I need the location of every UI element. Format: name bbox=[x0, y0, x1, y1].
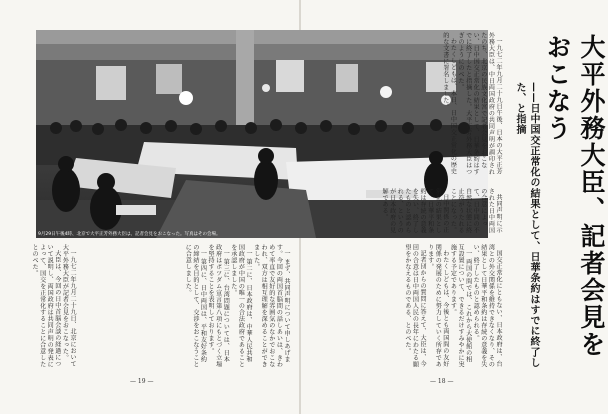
paragraph: 日中関係の正常化の結果として、日華平和条約は存続の意義を失い、終了したものと認められる、というのが日本政府の見解である。 bbox=[381, 188, 449, 234]
photo-caption: 9月29日午後4時、北京で大平正芳外務大臣は、記者会見をおこなった。写真はその会場。 bbox=[38, 232, 221, 237]
paragraph: 一 第四に、日中両国は、平和友好条約の締結を目的として、交渉をおこなうことに合意しました。 bbox=[184, 244, 207, 368]
paragraph: 一 両国の間では、これから大使館の相互設置について、できるだけすみやかに実施する予定であります。 bbox=[449, 244, 472, 368]
paragraph: わたくしどもは、今後とも両国間の友好関係の発展のために努力していく所存であります。 bbox=[426, 244, 449, 368]
article-headline: 大平外務大臣、記者会見をおこなう bbox=[543, 34, 606, 358]
paragraph: 一 第三に、台湾問題については、日本政府はポツダム宣言第八項にもとづく立場を堅持することを表明しております。 bbox=[207, 244, 230, 368]
paragraph: 一九七二年九月二十九日、北京において大平外務大臣が記者会見をおこなった。 bbox=[61, 244, 76, 368]
paragraph: 国交正常化にともない、日本政府は、台湾との外交関係を維持できなくなり、その結果として日華平和条約は存続の意義を失い、終了したものと認められる。 bbox=[472, 244, 502, 368]
page-number-right: — 18 — bbox=[430, 378, 454, 385]
body-text-photo-right bbox=[440, 32, 502, 178]
paragraph: 大臣は、今回の日中首脳会談の経過について説明し、両国政府は共同声明の発表によって、国交を正常化することに合意したとのべた。 bbox=[31, 244, 61, 368]
paragraph: わたくしどもは、本日、日中国交正常化の歴史的な文書に署名しました。 bbox=[441, 32, 457, 175]
paragraph: 一 第二に、日本政府は、中華人民共和国政府が中国の唯一の合法政府であることを承認しました。 bbox=[229, 244, 253, 368]
paragraph: 共同声明に示された日中両国の合意によって、日中間の不自然な状態に終止符がうたれることになった。 bbox=[449, 188, 502, 234]
paragraph: 一九七二年九月二十九日午後、日本の大平正芳外務大臣は、中日両国政府の共同声明が調印されたのち、北京の民族文化宮で記者会見をおこない、日中国交正常化の結果として、日華条約はすでに終了したと指摘した。大平正芳外務大臣はつぎのようにのべた。 bbox=[457, 32, 502, 175]
body-text-right-bottom bbox=[310, 244, 502, 368]
page-number-left: — 19 — bbox=[130, 378, 154, 385]
body-text-left-bottom bbox=[82, 244, 290, 368]
paragraph: 記者団からの質問に答えて、大臣は、今回の合意は日中両国人民の長年にわたる願望をかなえるものである、とのべた。 bbox=[403, 244, 427, 368]
body-text-right-column bbox=[381, 188, 502, 238]
body-text-left-top bbox=[31, 244, 76, 368]
article-subheadline: ——日中国交正常化の結果として、日華条約はすでに終了した、と指摘 bbox=[514, 82, 539, 369]
paragraph: 一 まず、共同声明について申しあげます。今回の両国首脳間の話しあいは、きわめて率直で友好的な雰囲気のなかでおこなわれ、双方は相互理解を深めることができました。 bbox=[252, 244, 290, 368]
